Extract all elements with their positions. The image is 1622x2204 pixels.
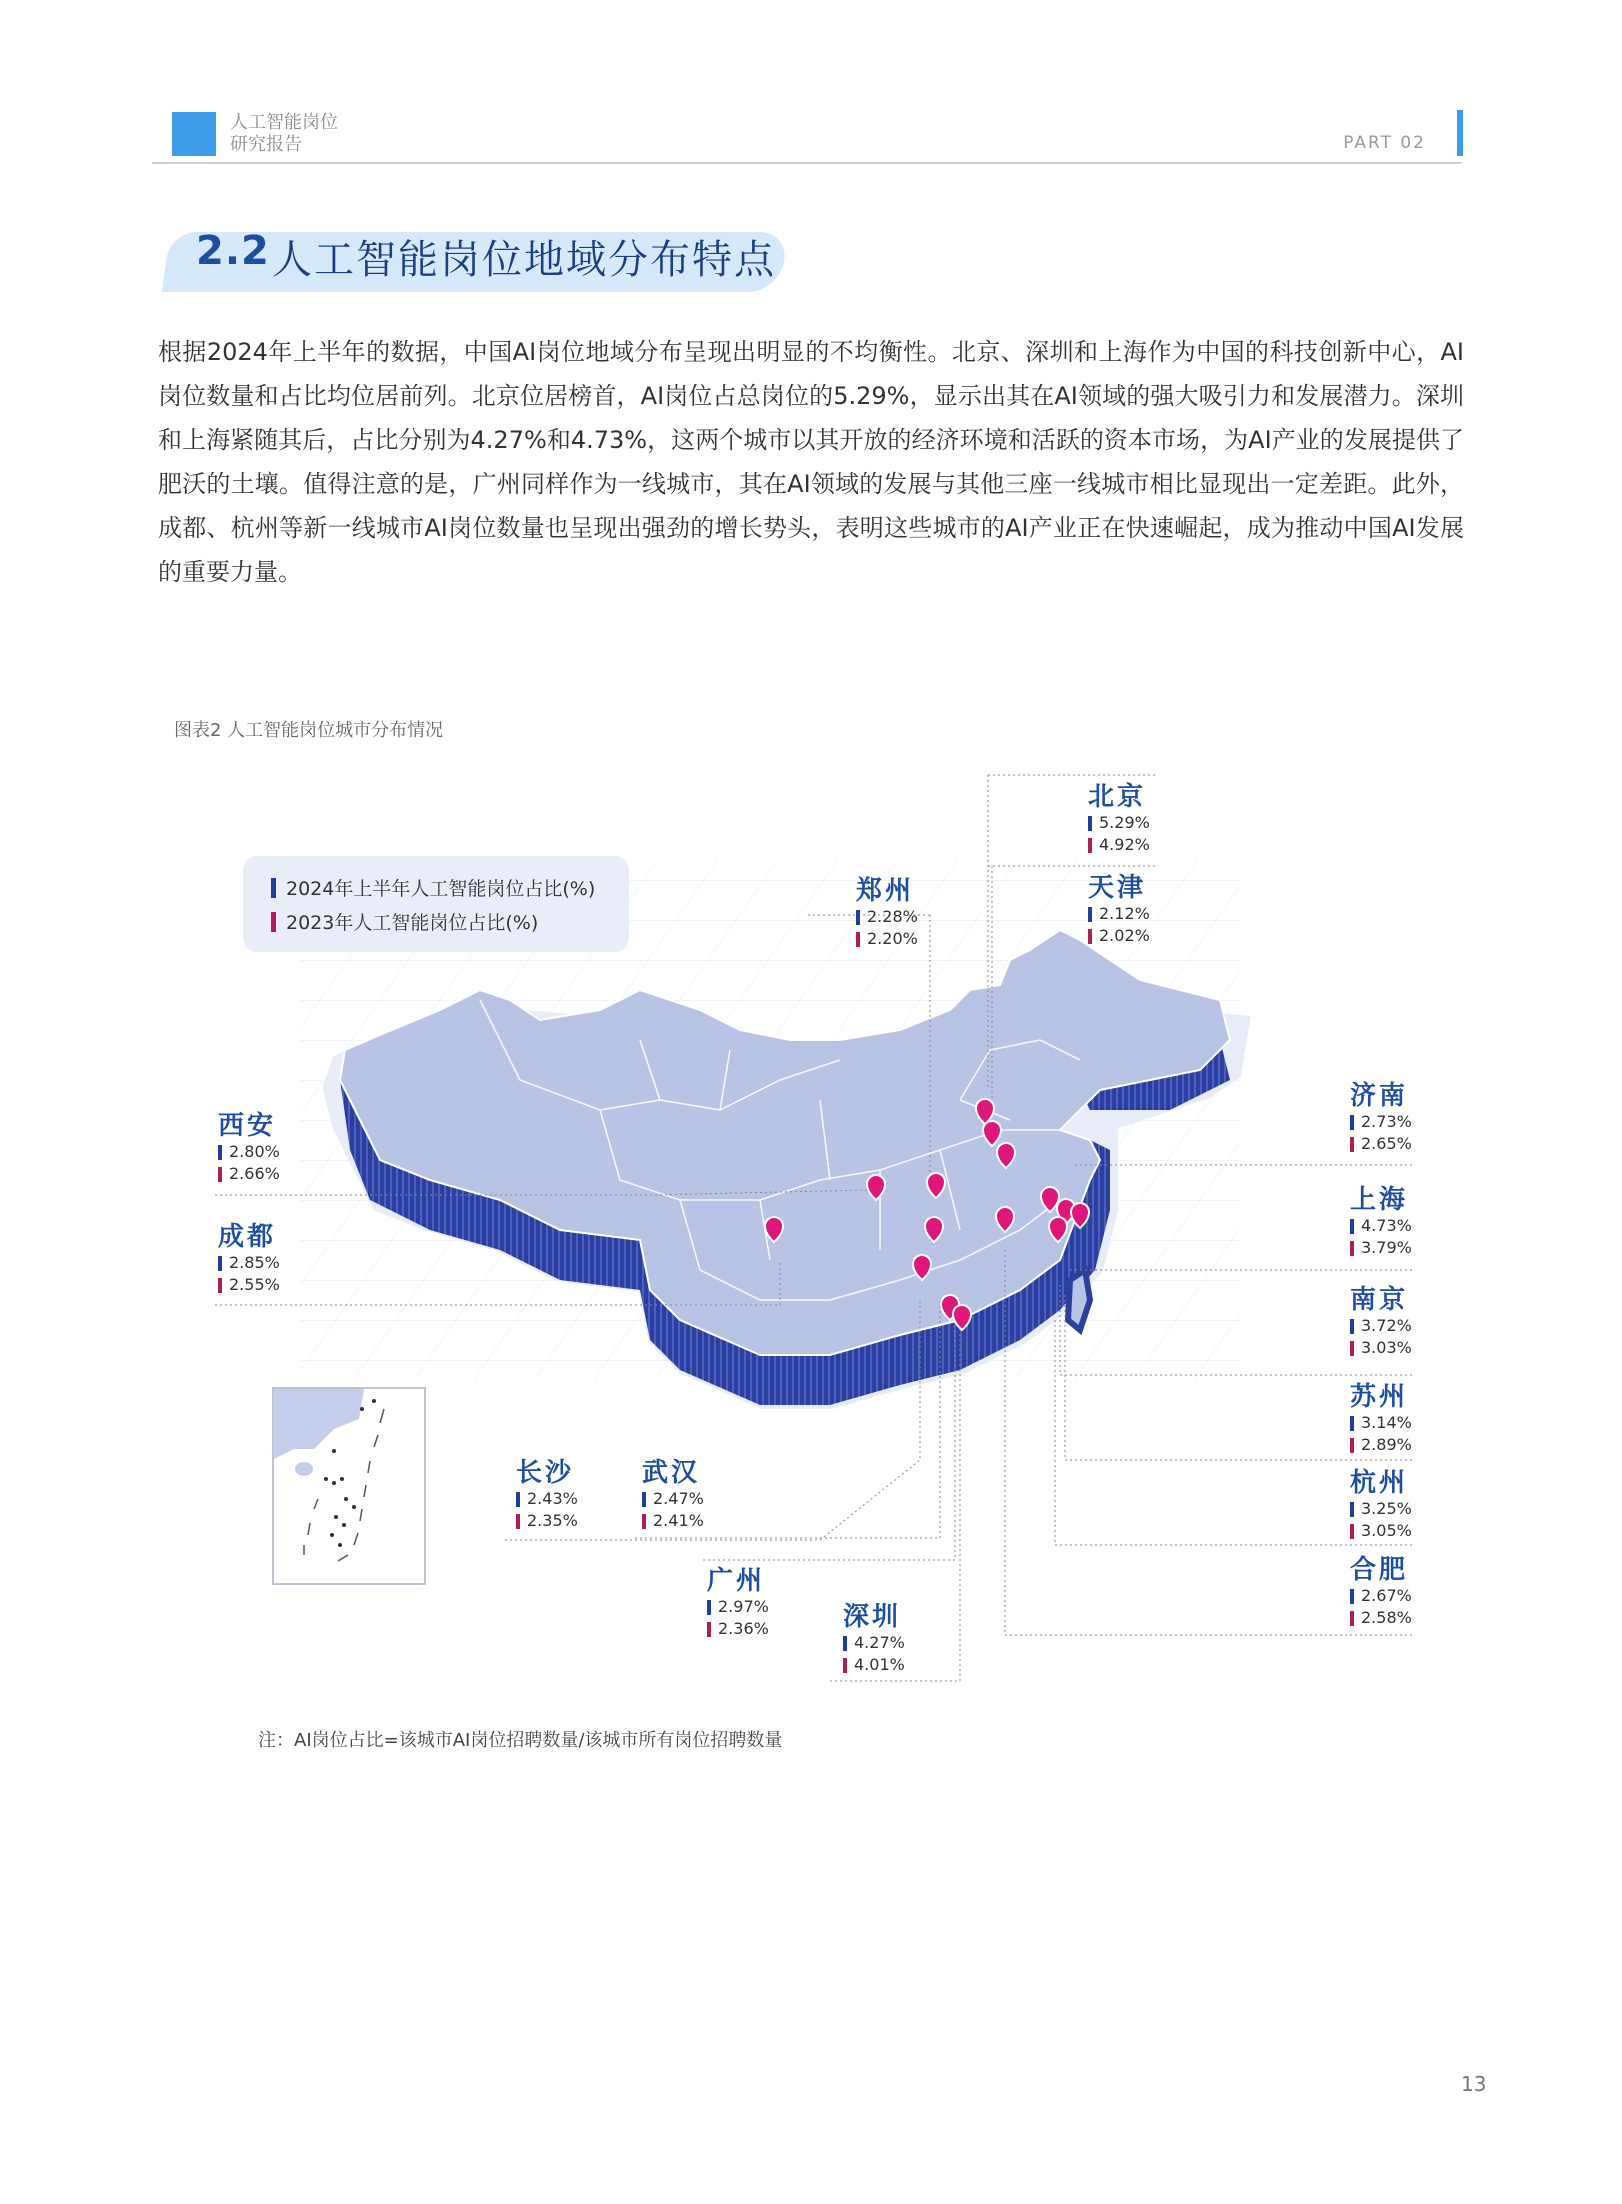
- city-name: 郑州: [856, 876, 915, 906]
- city-value-2024: 2.73%: [1361, 1112, 1412, 1131]
- city-name: 长沙: [516, 1458, 575, 1488]
- city-value-2024: 2.67%: [1361, 1586, 1412, 1605]
- city-value-2023: 4.92%: [1099, 835, 1150, 854]
- body-paragraph: 根据2024年上半年的数据，中国AI岗位地域分布呈现出明显的不均衡性。北京、深圳和上海作为中国的科技创新中心，AI岗位数量和占比均位居前列。北京位居榜首，AI岗位占总岗位的5.29%，显示出其在AI领域的强大吸引力和发展潜力。深圳和上海紧随其后，占比分别为4.27%和4.73%，这两个城市以其开放的经济环境和活跃的资本市场，为AI产业的发展提供了肥沃的土壤。值得注意的是，广州同样作为一线城市，其在AI领域的发展与其他三座一线城市相比显现出一定差距。此外，成都、杭州等新一线城市AI岗位数量也呈现出强劲的增长势头，表明这些城市的AI产业正在快速崛起，成为推动中国AI发展的重要力量。: [158, 338, 1464, 586]
- south-china-sea-inset: [272, 1387, 426, 1585]
- city-value-2023: 2.65%: [1361, 1134, 1412, 1153]
- city-value-2023: 2.41%: [653, 1511, 704, 1530]
- city-value-2024: 2.85%: [229, 1253, 280, 1272]
- city-value-2024: 2.47%: [653, 1489, 704, 1508]
- city-value-2024: 2.12%: [1099, 904, 1150, 923]
- city-label: [1350, 1468, 1412, 1542]
- city-value-2023: 3.03%: [1361, 1338, 1412, 1357]
- city-name: 西安: [218, 1111, 277, 1141]
- city-name: 苏州: [1350, 1382, 1409, 1412]
- city-value-2023: 2.02%: [1099, 926, 1150, 945]
- city-value-2023: 4.01%: [854, 1655, 905, 1674]
- city-value-2023: 2.89%: [1361, 1435, 1412, 1454]
- page-number: 13: [1461, 2072, 1487, 2096]
- city-name: 成都: [218, 1222, 277, 1252]
- city-value-2023: 2.20%: [867, 929, 918, 948]
- city-value-2024: 5.29%: [1099, 813, 1150, 832]
- city-name: 武汉: [642, 1458, 701, 1488]
- city-value-2024: 2.43%: [527, 1489, 578, 1508]
- city-value-2024: 3.14%: [1361, 1413, 1412, 1432]
- city-label: [218, 1111, 280, 1185]
- city-label: [1088, 873, 1150, 947]
- city-value-2024: 4.27%: [854, 1633, 905, 1652]
- city-value-2024: 2.28%: [867, 907, 918, 926]
- city-name: 天津: [1088, 873, 1147, 903]
- city-label: [856, 876, 918, 950]
- city-name: 南京: [1350, 1285, 1409, 1315]
- city-value-2024: 2.80%: [229, 1142, 280, 1161]
- inset-map: [274, 1389, 424, 1583]
- city-value-2023: 2.58%: [1361, 1608, 1412, 1627]
- city-value-2023: 2.66%: [229, 1164, 280, 1183]
- legend-item-2024: [271, 874, 595, 901]
- figure-note: 注：AI岗位占比=该城市AI岗位招聘数量/该城市所有岗位招聘数量: [258, 1730, 783, 1751]
- city-name: 杭州: [1350, 1468, 1409, 1498]
- legend-swatch-2023: [271, 912, 276, 932]
- city-value-2023: 2.36%: [718, 1619, 769, 1638]
- header-part-label: PART 02: [1343, 133, 1426, 153]
- city-value-2023: 3.05%: [1361, 1521, 1412, 1540]
- city-label: [707, 1566, 769, 1640]
- city-label: [1088, 782, 1150, 856]
- legend-item-2023: [271, 908, 538, 935]
- city-label: [1350, 1382, 1412, 1456]
- chart-legend: [243, 856, 629, 952]
- legend-swatch-2024: [271, 878, 276, 898]
- city-label: [1350, 1285, 1412, 1359]
- section-title: 人工智能岗位地域分布特点: [272, 237, 776, 283]
- figure-caption: 图表2 人工智能岗位城市分布情况: [174, 720, 444, 741]
- city-value-2024: 2.97%: [718, 1597, 769, 1616]
- city-label: [516, 1458, 578, 1532]
- legend-label-2023: 2023年人工智能岗位占比(%): [286, 912, 539, 934]
- city-label: [642, 1458, 704, 1532]
- city-name: 合肥: [1350, 1555, 1409, 1585]
- city-label: [1350, 1185, 1412, 1259]
- city-value-2024: 3.72%: [1361, 1316, 1412, 1335]
- city-value-2024: 4.73%: [1361, 1216, 1412, 1235]
- legend-label-2024: 2024年上半年人工智能岗位占比(%): [286, 878, 596, 900]
- section-number: 2.2: [196, 228, 270, 274]
- header-title-line1: 人工智能岗位: [230, 112, 338, 133]
- city-label: [843, 1602, 905, 1676]
- header-title-line2: 研究报告: [230, 134, 302, 155]
- city-name: 上海: [1350, 1185, 1409, 1215]
- city-label: [218, 1222, 280, 1296]
- city-name: 济南: [1350, 1081, 1409, 1111]
- city-label: [1350, 1081, 1412, 1155]
- city-value-2023: 3.79%: [1361, 1238, 1412, 1257]
- city-label: [1350, 1555, 1412, 1629]
- city-value-2023: 2.55%: [229, 1275, 280, 1294]
- city-value-2023: 2.35%: [527, 1511, 578, 1530]
- city-name: 深圳: [843, 1602, 902, 1632]
- city-name: 广州: [707, 1566, 766, 1596]
- city-name: 北京: [1088, 782, 1147, 812]
- city-value-2024: 3.25%: [1361, 1499, 1412, 1518]
